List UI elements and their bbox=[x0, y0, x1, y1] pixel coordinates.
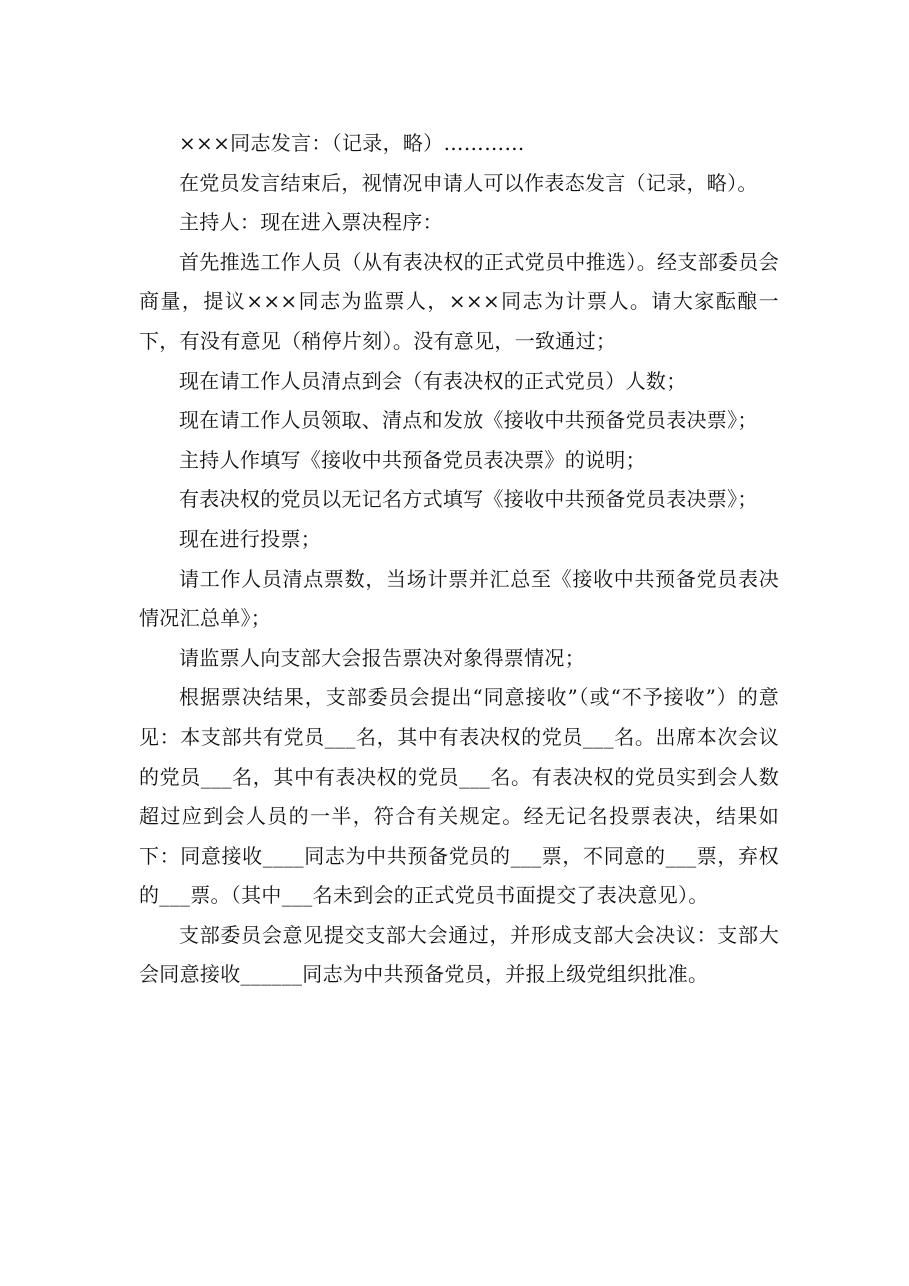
paragraph-headcount: 现在请工作人员清点到会（有表决权的正式党员）人数； bbox=[179, 368, 687, 393]
paragraph-committee-opinion: 根据票决结果，支部委员会提出“同意接收”（或“不予接收”）的意见：本支部共有党员___名，其中有表决权的党员___名。出席本次会议的党员___名，其中有表决权的党员___名。有表决权的党员实到会人数超过应到会人员的一半，符合有关规定。经无记名投票表决，结果如下：同意接收____同志为中共预备党员的___票，不同意的___票，弃权的___票。（其中___名未到会的正式党员书面提交了表决意见）。 bbox=[139, 685, 779, 908]
paragraph-resolution: 支部委员会意见提交支部大会通过，并形成支部大会决议：支部大会同意接收______同志为中共预备党员，并报上级党组织批准。 bbox=[139, 922, 779, 987]
paragraph-select-staff: 首先推选工作人员（从有表决权的正式党员中推选）。经支部委员会商量，提议×××同志为监票人，×××同志为计票人。请大家酝酿一下，有没有意见（稍停片刻）。没有意见，一致通过； bbox=[139, 249, 779, 353]
paragraph-count-ballots: 请工作人员清点票数，当场计票并汇总至《接收中共预备党员表决情况汇总单》； bbox=[139, 566, 779, 631]
paragraph-speech: ×××同志发言：（记录，略）………… bbox=[179, 131, 525, 155]
paragraph-ballot-instructions: 主持人作填写《接收中共预备党员表决票》的说明； bbox=[179, 447, 646, 472]
paragraph-fill-ballots: 有表决权的党员以无记名方式填写《接收中共预备党员表决票》； bbox=[179, 487, 758, 512]
paragraph-applicant-statement: 在党员发言结束后，视情况申请人可以作表态发言（记录，略）。 bbox=[179, 170, 758, 195]
document-body bbox=[139, 124, 779, 995]
paragraph-distribute-ballots: 现在请工作人员领取、清点和发放《接收中共预备党员表决票》； bbox=[179, 408, 758, 433]
paragraph-report-results: 请监票人向支部大会报告票决对象得票情况； bbox=[179, 645, 585, 670]
paragraph-voting: 现在进行投票； bbox=[179, 526, 322, 551]
paragraph-voting-procedure: 主持人：现在进入票决程序： bbox=[179, 210, 443, 235]
